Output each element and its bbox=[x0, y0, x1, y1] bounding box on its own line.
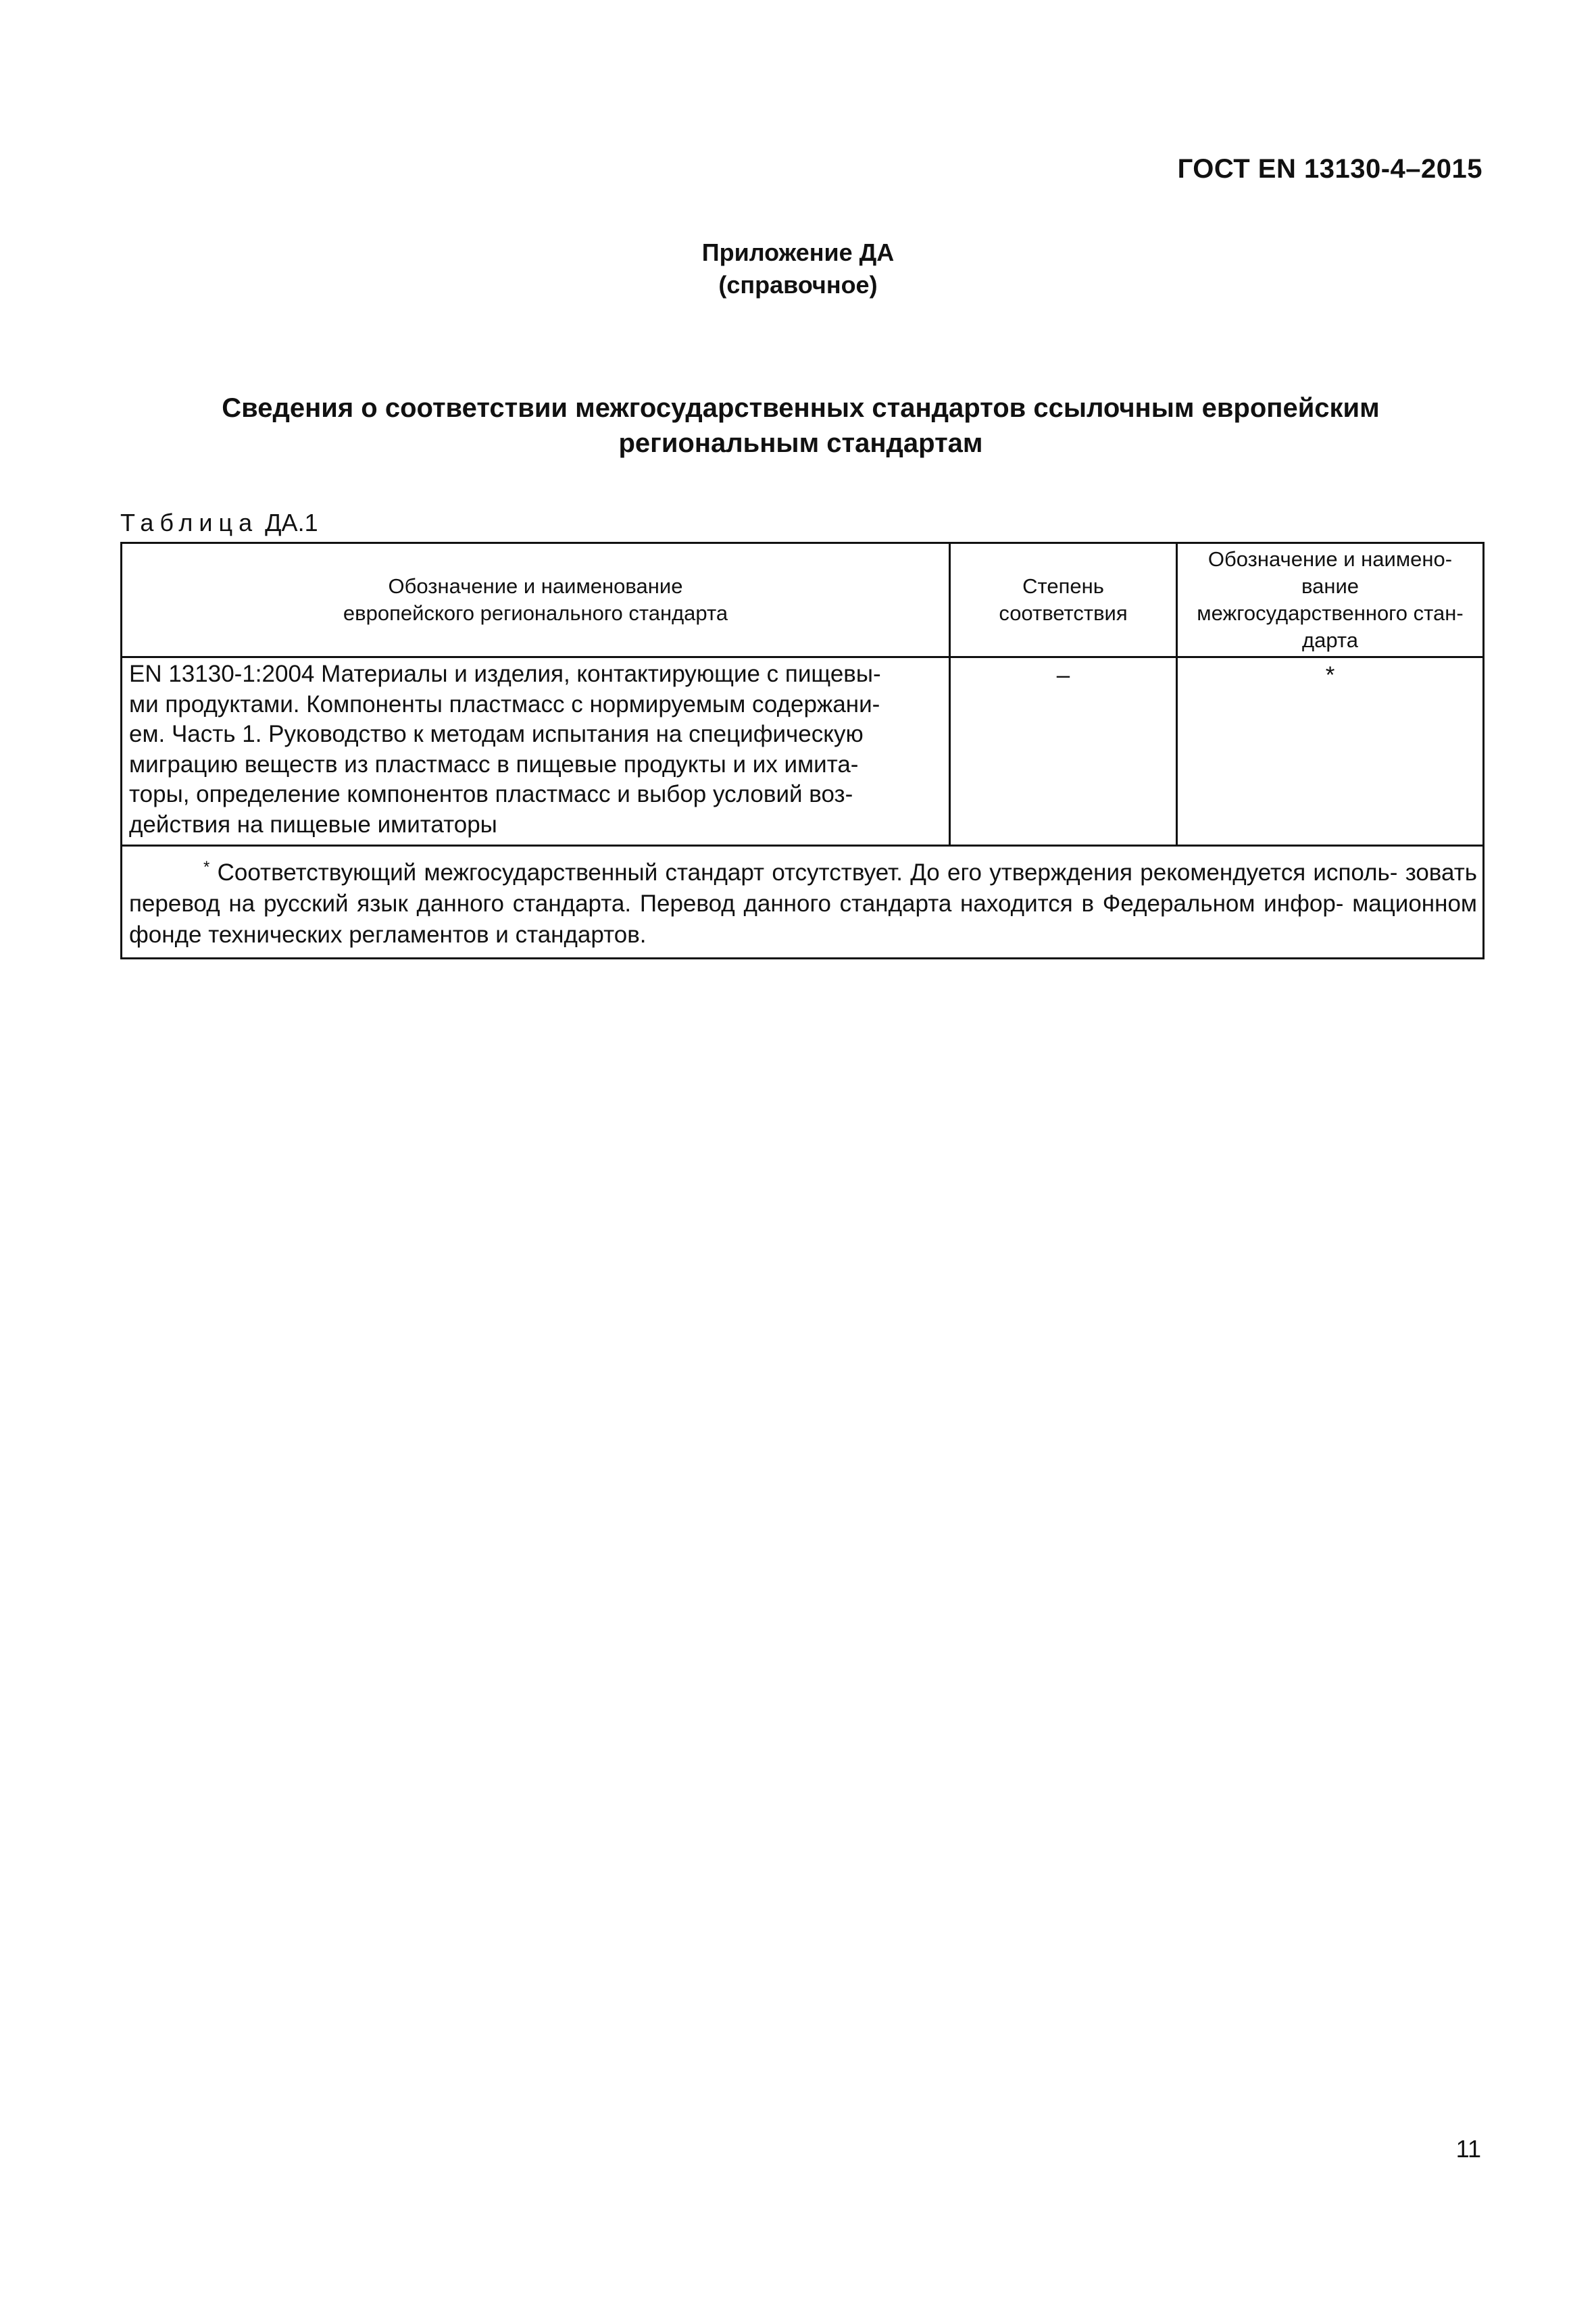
correspondence-table bbox=[120, 542, 1485, 959]
table-caption-number: ДА.1 bbox=[265, 509, 318, 536]
header-text-line: Обозначение и наименование bbox=[388, 574, 683, 598]
footnote-mark: * bbox=[203, 858, 210, 876]
section-title bbox=[122, 391, 1480, 461]
table-caption-word: Таблица bbox=[120, 509, 259, 536]
annex-heading bbox=[0, 236, 1596, 301]
document-code: ГОСТ EN 13130-4–2015 bbox=[1177, 154, 1482, 184]
header-european-standard bbox=[122, 543, 950, 657]
page-number: 11 bbox=[1455, 2135, 1481, 2163]
section-title-line: региональным стандартам bbox=[618, 428, 983, 458]
cell-text-line: ми продуктами. Компоненты пластмасс с нормируемым содержани- bbox=[129, 690, 880, 718]
cell-text-line: ем. Часть 1. Руководство к методам испытания на специфическую bbox=[129, 721, 864, 747]
annex-subtitle: (справочное) bbox=[718, 271, 878, 299]
european-standard-cell bbox=[122, 657, 950, 846]
header-degree bbox=[950, 543, 1177, 657]
degree-cell: – bbox=[950, 657, 1177, 846]
header-text-line: соответствия bbox=[999, 601, 1128, 625]
header-interstate-standard bbox=[1177, 543, 1484, 657]
footnote-row bbox=[122, 846, 1484, 959]
cell-text-line: миграцию веществ из пластмасс в пищевые продукты и их имита- bbox=[129, 751, 859, 778]
footnote-text: мационном фонде технических регламентов и стандартов. bbox=[129, 890, 1477, 948]
header-text-line: дарта bbox=[1302, 628, 1358, 652]
interstate-standard-cell: * bbox=[1177, 657, 1484, 846]
header-text-line: вание bbox=[1301, 574, 1360, 598]
cell-text-line: торы, определение компонентов пластмасс и выбор условий воз- bbox=[129, 781, 853, 807]
cell-text-line: действия на пищевые имитаторы bbox=[129, 811, 497, 838]
table-caption bbox=[120, 508, 318, 538]
footnote-text: зовать перевод на русский язык данного стандарта. Перевод данного стандарта находится в Федеральном инфор- bbox=[129, 859, 1477, 917]
header-text-line: европейского регионального стандарта bbox=[343, 601, 728, 625]
table-header-row bbox=[122, 543, 1484, 657]
header-text-line: межгосударственного стан- bbox=[1197, 601, 1464, 625]
footnote-text: Соответствующий межгосударственный стандарт отсутствует. До его утверждения рекомендуется исполь- bbox=[217, 859, 1398, 886]
header-text-line: Обозначение и наимено- bbox=[1207, 547, 1453, 571]
footnote-cell bbox=[122, 846, 1484, 959]
cell-text-line: EN 13130-1:2004 Материалы и изделия, контактирующие с пищевы- bbox=[129, 661, 881, 687]
header-text-line: Степень bbox=[1022, 574, 1104, 598]
section-title-line: Сведения о соответствии межгосударственных стандартов ссылочным европейским bbox=[222, 393, 1380, 423]
table-row bbox=[122, 657, 1484, 846]
annex-title: Приложение ДА bbox=[701, 238, 895, 266]
